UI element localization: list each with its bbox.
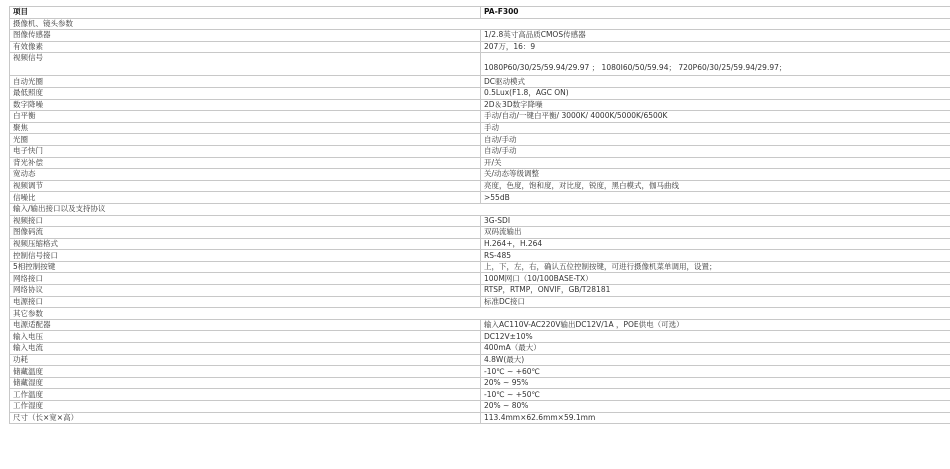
row-label: 输入电流 [10, 343, 481, 355]
row-label: 电源适配器 [10, 319, 481, 331]
row-label: 背光补偿 [10, 157, 481, 169]
row-value: >55dB [481, 192, 950, 204]
table-row [10, 157, 950, 169]
row-value: 1/2.8英寸高品质CMOS传感器 [481, 30, 950, 42]
row-value: H.264+，H.264 [481, 238, 950, 250]
row-label: 最低照度 [10, 87, 481, 99]
header-model: PA-F300 [481, 7, 950, 19]
section-title: 其它参数 [10, 308, 950, 320]
row-label: 尺寸（长×宽×高） [10, 412, 481, 424]
row-value: 输入AC110V-AC220V输出DC12V/1A ，POE供电（可选） [481, 319, 950, 331]
table-row [10, 227, 950, 239]
table-row [10, 192, 950, 204]
table-row [10, 331, 950, 343]
table-row [10, 76, 950, 88]
row-value: 207万，16：9 [481, 41, 950, 53]
row-label: 控制信号接口 [10, 250, 481, 262]
section-title: 摄像机、镜头参数 [10, 18, 950, 30]
spec-table [9, 6, 950, 424]
row-value: -10℃ ~ +60℃ [481, 366, 950, 378]
table-row [10, 377, 950, 389]
table-row [10, 250, 950, 262]
row-label: 功耗 [10, 354, 481, 366]
table-row [10, 296, 950, 308]
table-row [10, 401, 950, 413]
row-label: 5相控制按键 [10, 261, 481, 273]
row-value: RS-485 [481, 250, 950, 262]
table-row [10, 238, 950, 250]
row-label: 图像码流 [10, 227, 481, 239]
section-title: 输入/输出接口以及支持协议 [10, 203, 950, 215]
table-row [10, 30, 950, 42]
table-row [10, 319, 950, 331]
table-row [10, 111, 950, 123]
row-value: 3G-SDI [481, 215, 950, 227]
table-row [10, 261, 950, 273]
row-label: 图像传感器 [10, 30, 481, 42]
table-row [10, 354, 950, 366]
table-row [10, 87, 950, 99]
table-header-row [10, 7, 950, 19]
row-value: 2D＆3D数字降噪 [481, 99, 950, 111]
row-label: 视频信号 [10, 53, 481, 76]
row-value: 自动/手动 [481, 134, 950, 146]
row-label: 自动光圈 [10, 76, 481, 88]
row-label: 宽动态 [10, 169, 481, 181]
row-label: 信噪比 [10, 192, 481, 204]
table-row [10, 273, 950, 285]
row-label: 工作湿度 [10, 401, 481, 413]
row-value: DC驱动模式 [481, 76, 950, 88]
spec-table-container [9, 6, 942, 424]
table-row [10, 53, 950, 76]
table-row [10, 343, 950, 355]
table-row [10, 215, 950, 227]
table-row [10, 99, 950, 111]
row-label: 工作温度 [10, 389, 481, 401]
row-value: 手动 [481, 122, 950, 134]
table-row [10, 285, 950, 297]
row-value: 开/关 [481, 157, 950, 169]
row-label: 网络接口 [10, 273, 481, 285]
row-label: 白平衡 [10, 111, 481, 123]
row-value: 双码流输出 [481, 227, 950, 239]
row-value: -10℃ ~ +50℃ [481, 389, 950, 401]
table-row [10, 41, 950, 53]
row-value: 1080P60/30/25/59.94/29.97 ； 1080I60/50/59.94； 720P60/30/25/59.94/29.97； [481, 53, 950, 76]
row-label: 有效像素 [10, 41, 481, 53]
table-row [10, 134, 950, 146]
row-value: 标准DC接口 [481, 296, 950, 308]
row-label: 电源接口 [10, 296, 481, 308]
row-value: 自动/手动 [481, 145, 950, 157]
row-value: 100M网口（10/100BASE-TX） [481, 273, 950, 285]
section-row-other [10, 308, 950, 320]
table-row [10, 389, 950, 401]
header-label: 项目 [10, 7, 481, 19]
row-value: 0.5Lux(F1.8，AGC ON) [481, 87, 950, 99]
row-label: 电子快门 [10, 145, 481, 157]
row-label: 储藏温度 [10, 366, 481, 378]
row-value: 手动/自动/一键白平衡/ 3000K/ 4000K/5000K/6500K [481, 111, 950, 123]
row-value: RTSP，RTMP，ONVIF，GB/T28181 [481, 285, 950, 297]
row-label: 输入电压 [10, 331, 481, 343]
row-value: 4.8W(最大) [481, 354, 950, 366]
row-label: 网络协议 [10, 285, 481, 297]
row-value: DC12V±10% [481, 331, 950, 343]
row-label: 聚焦 [10, 122, 481, 134]
table-row [10, 412, 950, 424]
table-row [10, 169, 950, 181]
table-row [10, 145, 950, 157]
row-label: 视频压缩格式 [10, 238, 481, 250]
table-row [10, 122, 950, 134]
row-value: 亮度，色度，饱和度，对比度，锐度，黑白模式，伽马曲线 [481, 180, 950, 192]
row-value: 20% ~ 95% [481, 377, 950, 389]
row-label: 数字降噪 [10, 99, 481, 111]
section-row-camera [10, 18, 950, 30]
section-row-io [10, 203, 950, 215]
row-value: 113.4mm×62.6mm×59.1mm [481, 412, 950, 424]
row-value: 400mA（最大） [481, 343, 950, 355]
row-label: 视频调节 [10, 180, 481, 192]
table-row [10, 180, 950, 192]
row-label: 储藏湿度 [10, 377, 481, 389]
row-value: 20% ~ 80% [481, 401, 950, 413]
row-value: 关/动态等级调整 [481, 169, 950, 181]
row-label: 视频接口 [10, 215, 481, 227]
row-value: 上，下，左，右，确认五位控制按键，可进行摄像机菜单调用，设置； [481, 261, 950, 273]
row-label: 光圈 [10, 134, 481, 146]
table-row [10, 366, 950, 378]
